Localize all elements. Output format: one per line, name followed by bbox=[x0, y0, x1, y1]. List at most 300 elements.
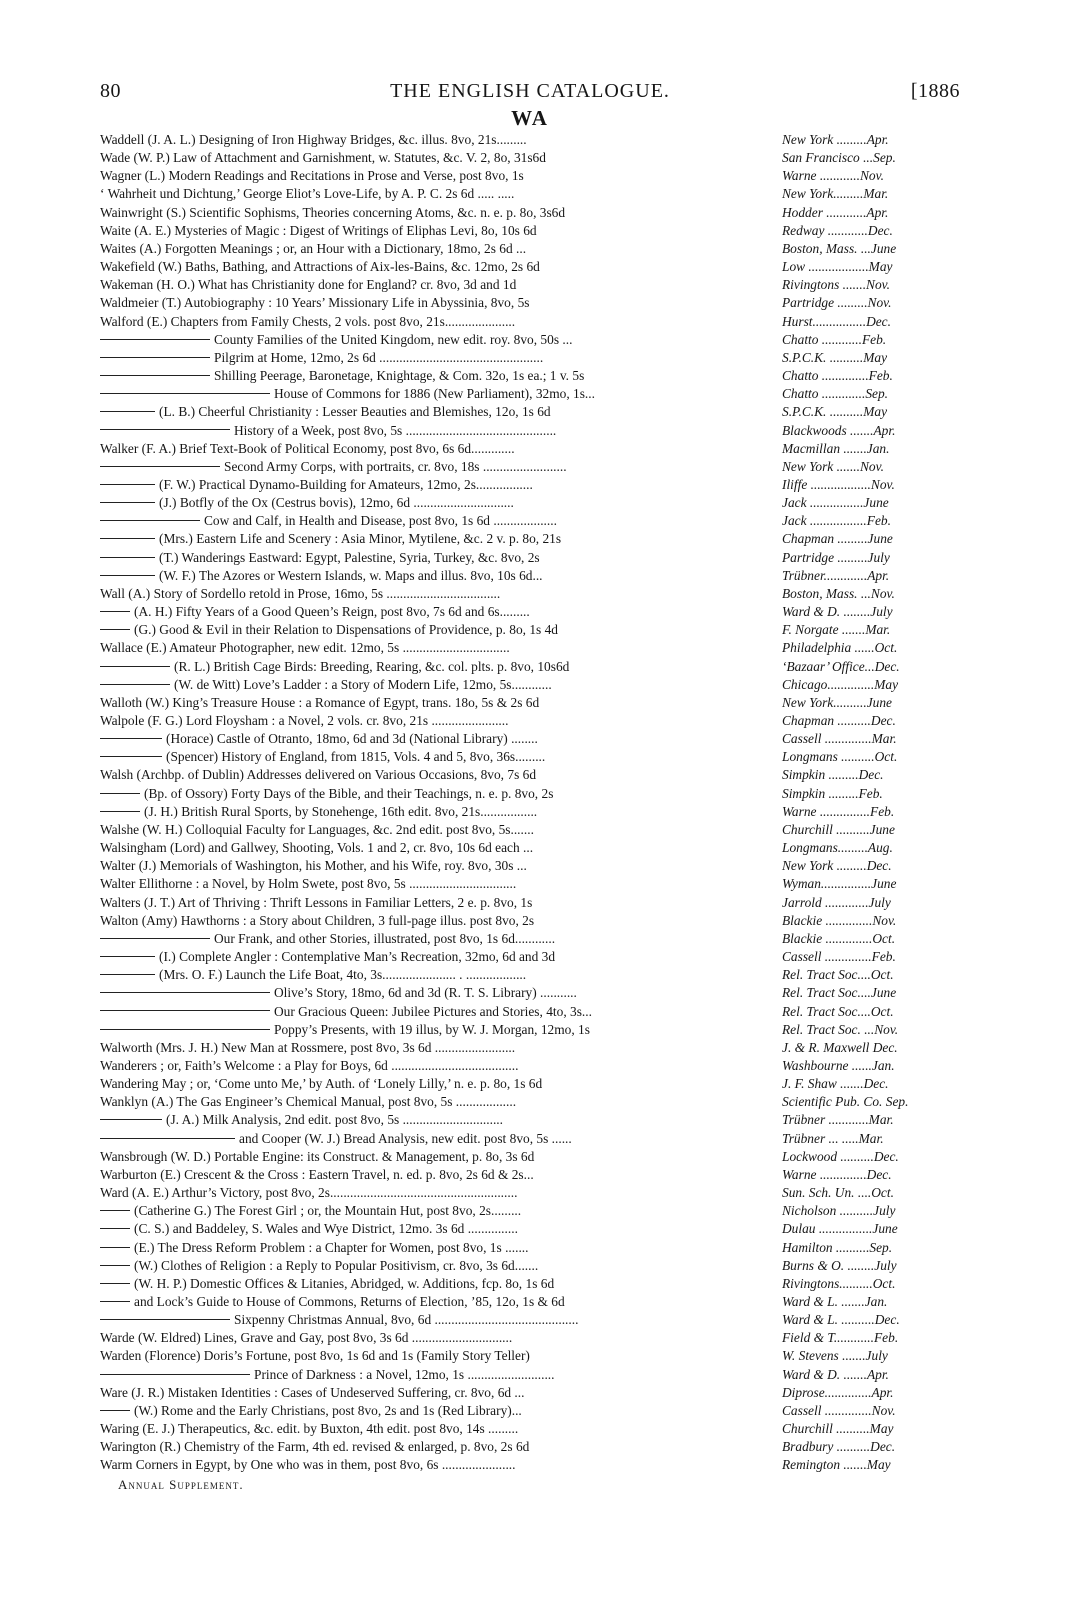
ditto-rule bbox=[100, 1138, 235, 1139]
entry-title: (R. L.) British Cage Birds: Breeding, Rearing, &c. col. plts. p. 8vo, 10s6d bbox=[174, 658, 570, 674]
entry-title: Waite (A. E.) Mysteries of Magic : Digest of Writings of Eliphas Levi, 8o, 10s 6d bbox=[100, 222, 537, 238]
entry-title: (J.) Botfly of the Ox (Cestrus bovis), 12mo, 6d .............................. bbox=[159, 495, 514, 511]
catalogue-entry bbox=[100, 204, 960, 222]
ditto-rule bbox=[100, 956, 155, 957]
entry-publisher: Chatto .............Sep. bbox=[782, 386, 889, 402]
ditto-rule bbox=[100, 393, 270, 394]
ditto-rule bbox=[100, 1301, 130, 1302]
entry-title: Wagner (L.) Modern Readings and Recitations in Prose and Verse, post 8vo, 1s bbox=[100, 168, 524, 184]
ditto-rule bbox=[100, 992, 270, 993]
entry-text bbox=[100, 131, 776, 149]
catalogue-entries bbox=[100, 131, 960, 1475]
catalogue-entry bbox=[100, 875, 960, 893]
catalogue-entry bbox=[100, 1311, 960, 1329]
catalogue-entry bbox=[100, 549, 960, 567]
entry-title: Walworth (Mrs. J. H.) New Man at Rossmere, post 8vo, 3s 6d ........................ bbox=[100, 1039, 516, 1055]
entry-publisher: Churchill ..........June bbox=[782, 821, 895, 837]
catalogue-entry bbox=[100, 748, 960, 766]
entry-text bbox=[100, 1384, 776, 1402]
catalogue-entry bbox=[100, 639, 960, 657]
ditto-rule bbox=[100, 1247, 130, 1248]
entry-title: Poppy’s Presents, with 19 illus, by W. J. Morgan, 12mo, 1s bbox=[274, 1021, 590, 1037]
ditto-rule bbox=[100, 411, 155, 412]
entry-text bbox=[100, 1093, 776, 1111]
entry-title: Wainwright (S.) Scientific Sophisms, Theories concerning Atoms, &c. n. e. p. 8o, 3s6d bbox=[100, 204, 566, 220]
page-year: [1886 bbox=[910, 80, 960, 102]
entry-title: Walshe (W. H.) Colloquial Faculty for Languages, &c. 2nd edit. post 8vo, 5s....... bbox=[100, 821, 534, 837]
entry-title: (T.) Wanderings Eastward: Egypt, Palestine, Syria, Turkey, &c. 8vo, 2s bbox=[159, 549, 540, 565]
entry-publisher: New York..........June bbox=[782, 694, 892, 710]
catalogue-entry bbox=[100, 494, 960, 512]
catalogue-entry bbox=[100, 1057, 960, 1075]
entry-title: Warburton (E.) Crescent & the Cross : Eastern Travel, n. ed. p. 8vo, 2s 6d & 2s... bbox=[100, 1166, 534, 1182]
entry-text bbox=[100, 658, 776, 676]
ditto-rule bbox=[100, 1029, 270, 1030]
entry-text bbox=[100, 294, 776, 312]
entry-title: Ware (J. R.) Mistaken Identities : Cases of Undeserved Suffering, cr. 8vo, 6d ... bbox=[100, 1384, 525, 1400]
entry-text bbox=[100, 676, 776, 694]
entry-title: (J. H.) British Rural Sports, by Stonehenge, 16th edit. 8vo, 21s................. bbox=[144, 803, 538, 819]
catalogue-entry bbox=[100, 1130, 960, 1148]
entry-publisher: Hurst................Dec. bbox=[782, 313, 891, 329]
catalogue-entry bbox=[100, 1075, 960, 1093]
entry-title: (Horace) Castle of Otranto, 18mo, 6d and 3d (National Library) ........ bbox=[166, 731, 538, 747]
catalogue-entry bbox=[100, 512, 960, 530]
entry-text bbox=[100, 585, 776, 603]
entry-title: (Mrs. O. F.) Launch the Life Boat, 4to, 3s...................... . .................. bbox=[159, 967, 527, 983]
entry-text bbox=[100, 276, 776, 294]
entry-publisher: Rel. Tract Soc....Oct. bbox=[782, 967, 894, 983]
entry-title: (W. F.) The Azores or Western Islands, w. Maps and illus. 8vo, 10s 6d... bbox=[159, 567, 543, 583]
catalogue-entry bbox=[100, 894, 960, 912]
entry-title: Walford (E.) Chapters from Family Chests, 2 vols. post 8vo, 21s..................... bbox=[100, 313, 516, 329]
ditto-rule bbox=[100, 611, 130, 612]
catalogue-entry bbox=[100, 1293, 960, 1311]
entry-title: (W.) Rome and the Early Christians, post 8vo, 2s and 1s (Red Library)... bbox=[134, 1402, 522, 1418]
entry-title: (W. de Witt) Love’s Ladder : a Story of Modern Life, 12mo, 5s............ bbox=[174, 676, 552, 692]
entry-text bbox=[100, 984, 776, 1002]
entry-text bbox=[100, 639, 776, 657]
entry-text bbox=[100, 803, 776, 821]
entry-text bbox=[100, 1148, 776, 1166]
entry-text bbox=[100, 367, 776, 385]
catalogue-entry bbox=[100, 1148, 960, 1166]
entry-text bbox=[100, 1166, 776, 1184]
entry-title: Warington (R.) Chemistry of the Farm, 4th ed. revised & enlarged, p. 8vo, 2s 6d bbox=[100, 1439, 530, 1455]
entry-publisher: Simpkin .........Feb. bbox=[782, 785, 883, 801]
entry-text bbox=[100, 1130, 776, 1148]
entry-publisher: Trübner ... .....Mar. bbox=[782, 1130, 884, 1146]
entry-title: (C. S.) and Baddeley, S. Wales and Wye District, 12mo. 3s 6d ............... bbox=[134, 1221, 518, 1237]
entry-text bbox=[100, 476, 776, 494]
entry-text bbox=[100, 1021, 776, 1039]
catalogue-entry bbox=[100, 1329, 960, 1347]
catalogue-entry bbox=[100, 1021, 960, 1039]
ditto-rule bbox=[100, 484, 155, 485]
ditto-rule bbox=[100, 629, 130, 630]
catalogue-entry bbox=[100, 603, 960, 621]
entry-title: (Catherine G.) The Forest Girl ; or, the Mountain Hut, post 8vo, 2s......... bbox=[134, 1203, 522, 1219]
catalogue-entry bbox=[100, 1366, 960, 1384]
entry-publisher: Churchill ..........May bbox=[782, 1421, 894, 1437]
ditto-rule bbox=[100, 520, 200, 521]
entry-title: Wakeman (H. O.) What has Christianity done for England? cr. 8vo, 3d and 1d bbox=[100, 277, 517, 293]
entry-publisher: Wyman...............June bbox=[782, 876, 897, 892]
entry-title: Wanderers ; or, Faith’s Welcome : a Play for Boys, 6d ...................................... bbox=[100, 1057, 519, 1073]
entry-title: Warm Corners in Egypt, by One who was in them, post 8vo, 6s ...................... bbox=[100, 1457, 516, 1473]
catalogue-entry bbox=[100, 1456, 960, 1474]
catalogue-entry bbox=[100, 258, 960, 276]
catalogue-entry bbox=[100, 730, 960, 748]
ditto-rule bbox=[100, 756, 162, 757]
catalogue-entry bbox=[100, 984, 960, 1002]
entry-publisher: Ward & L. .......Jan. bbox=[782, 1294, 888, 1309]
entry-publisher: W. Stevens .......July bbox=[782, 1348, 888, 1364]
entry-publisher: Scientific Pub. Co. Sep. bbox=[782, 1094, 909, 1110]
entry-publisher: Ward & D. ........July bbox=[782, 604, 893, 620]
ditto-rule bbox=[100, 466, 220, 467]
entry-publisher: F. Norgate .......Mar. bbox=[782, 622, 891, 638]
entry-title: and Cooper (W. J.) Bread Analysis, new edit. post 8vo, 5s ...... bbox=[239, 1130, 572, 1146]
catalogue-entry bbox=[100, 930, 960, 948]
entry-title: Walker (F. A.) Brief Text-Book of Political Economy, post 8vo, 6s 6d............. bbox=[100, 440, 515, 456]
entry-text bbox=[100, 712, 776, 730]
entry-publisher: Nicholson ..........July bbox=[782, 1203, 896, 1219]
catalogue-entry bbox=[100, 839, 960, 857]
catalogue-entry bbox=[100, 567, 960, 585]
catalogue-entry bbox=[100, 1438, 960, 1456]
entry-text bbox=[100, 1239, 776, 1257]
entry-title: Pilgrim at Home, 12mo, 2s 6d ................................................. bbox=[214, 349, 544, 365]
entry-text bbox=[100, 331, 776, 349]
entry-publisher: Iliffe ..................Nov. bbox=[782, 476, 895, 492]
entry-publisher: Simpkin .........Dec. bbox=[782, 767, 884, 783]
entry-text bbox=[100, 204, 776, 222]
entry-text bbox=[100, 1275, 776, 1293]
entry-title: (I.) Complete Angler : Contemplative Man’s Recreation, 32mo, 6d and 3d bbox=[159, 949, 556, 965]
catalogue-entry bbox=[100, 621, 960, 639]
entry-text bbox=[100, 458, 776, 476]
entry-text bbox=[100, 1402, 776, 1420]
ditto-rule bbox=[100, 1283, 130, 1284]
entry-title: Walter Ellithorne : a Novel, by Holm Swete, post 8vo, 5s ................................ bbox=[100, 876, 517, 892]
entry-title: Wallace (E.) Amateur Photographer, new edit. 12mo, 5s ................................ bbox=[100, 640, 510, 656]
entry-title: Waddell (J. A. L.) Designing of Iron Highway Bridges, &c. illus. 8vo, 21s......... bbox=[100, 132, 527, 147]
catalogue-entry bbox=[100, 440, 960, 458]
entry-title: Shilling Peerage, Baronetage, Knightage, & Com. 32o, 1s ea.; 1 v. 5s bbox=[214, 368, 585, 384]
entry-text bbox=[100, 185, 776, 203]
entry-title: Wade (W. P.) Law of Attachment and Garnishment, w. Statutes, &c. V. 2, 8o, 31s6d bbox=[100, 150, 546, 166]
catalogue-entry bbox=[100, 766, 960, 784]
ditto-rule bbox=[100, 575, 155, 576]
entry-text bbox=[100, 1257, 776, 1275]
entry-publisher: Partridge .........July bbox=[782, 549, 890, 565]
entry-text bbox=[100, 1438, 776, 1456]
ditto-rule bbox=[100, 502, 155, 503]
entry-publisher: Jack .................Feb. bbox=[782, 513, 891, 529]
entry-text bbox=[100, 1220, 776, 1238]
entry-title: (Bp. of Ossory) Forty Days of the Bible, and their Teachings, n. e. p. 8vo, 2s bbox=[144, 785, 554, 801]
entry-title: (A. H.) Fifty Years of a Good Queen’s Reign, post 8vo, 7s 6d and 6s......... bbox=[134, 604, 530, 620]
entry-text bbox=[100, 857, 776, 875]
entry-title: ‘ Wahrheit und Dichtung,’ George Eliot’s Love-Life, by A. P. C. 2s 6d ..... ..... bbox=[100, 186, 515, 202]
entry-text bbox=[100, 730, 776, 748]
entry-text bbox=[100, 422, 776, 440]
catalogue-entry bbox=[100, 803, 960, 821]
entry-publisher: Cassell ..............Feb. bbox=[782, 949, 896, 965]
entry-title: (F. W.) Practical Dynamo-Building for Amateurs, 12mo, 2s................. bbox=[159, 476, 533, 492]
entry-title: (L. B.) Cheerful Christianity : Lesser Beauties and Blemishes, 12o, 1s 6d bbox=[159, 404, 551, 420]
catalogue-entry bbox=[100, 1166, 960, 1184]
entry-title: Our Gracious Queen: Jubilee Pictures and Stories, 4to, 3s... bbox=[274, 1003, 592, 1019]
catalogue-entry bbox=[100, 294, 960, 312]
page-title: THE ENGLISH CATALOGUE. bbox=[390, 80, 670, 102]
catalogue-entry bbox=[100, 458, 960, 476]
entry-title: Our Frank, and other Stories, illustrated, post 8vo, 1s 6d............ bbox=[214, 930, 556, 946]
entry-text bbox=[100, 494, 776, 512]
entry-text bbox=[100, 930, 776, 948]
ditto-rule bbox=[100, 1210, 130, 1211]
entry-text bbox=[100, 530, 776, 548]
entry-text bbox=[100, 839, 776, 857]
entry-text bbox=[100, 894, 776, 912]
entry-title: (Spencer) History of England, from 1815, Vols. 4 and 5, 8vo, 36s......... bbox=[166, 749, 546, 765]
catalogue-entry bbox=[100, 1039, 960, 1057]
entry-title: Sixpenny Christmas Annual, 8vo, 6d ........................................... bbox=[234, 1312, 579, 1328]
entry-text bbox=[100, 766, 776, 784]
catalogue-entry bbox=[100, 785, 960, 803]
entry-publisher: Partridge .........Nov. bbox=[782, 295, 892, 311]
entry-publisher: Warne ............Nov. bbox=[782, 168, 884, 184]
entry-text bbox=[100, 748, 776, 766]
entry-publisher: New York.........Mar. bbox=[782, 186, 889, 202]
entry-text bbox=[100, 149, 776, 167]
ditto-rule bbox=[100, 1319, 230, 1320]
entry-title: Walsh (Archbp. of Dublin) Addresses delivered on Various Occasions, 8vo, 7s 6d bbox=[100, 767, 537, 783]
catalogue-entry bbox=[100, 331, 960, 349]
entry-publisher: Chatto ............Feb. bbox=[782, 331, 887, 347]
catalogue-page bbox=[100, 80, 960, 1493]
entry-text bbox=[100, 1293, 776, 1311]
entry-text bbox=[100, 222, 776, 240]
entry-title: Waites (A.) Forgotten Meanings ; or, an Hour with a Dictionary, 18mo, 2s 6d ... bbox=[100, 240, 527, 256]
entry-publisher: Rivingtons .......Nov. bbox=[782, 277, 890, 293]
page-number: 80 bbox=[100, 80, 121, 102]
catalogue-entry bbox=[100, 403, 960, 421]
ditto-rule bbox=[100, 938, 210, 939]
entry-text bbox=[100, 603, 776, 621]
ditto-rule bbox=[100, 666, 170, 667]
entry-title: Wandering May ; or, ‘Come unto Me,’ by Auth. of ‘Lonely Lilly,’ n. e. p. 8o, 1s 6d bbox=[100, 1076, 543, 1092]
entry-text bbox=[100, 1347, 776, 1365]
entry-publisher: Dulau ................June bbox=[782, 1221, 898, 1237]
entry-title: (W. H. P.) Domestic Offices & Litanies, Abridged, w. Additions, fcp. 8o, 1s 6d bbox=[134, 1275, 555, 1291]
entry-text bbox=[100, 403, 776, 421]
entry-title: Walpole (F. G.) Lord Floysham : a Novel, 2 vols. cr. 8vo, 21s ....................... bbox=[100, 713, 509, 728]
entry-publisher: Field & T............Feb. bbox=[782, 1330, 899, 1346]
entry-title: Wanklyn (A.) The Gas Engineer’s Chemical Manual, post 8vo, 5s .................. bbox=[100, 1094, 517, 1110]
entry-text bbox=[100, 1202, 776, 1220]
entry-text bbox=[100, 313, 776, 331]
entry-title: Warde (W. Eldred) Lines, Grave and Gay, post 8vo, 3s 6d .............................. bbox=[100, 1330, 513, 1346]
entry-publisher: Macmillan .......Jan. bbox=[782, 440, 890, 456]
entry-publisher: ‘Bazaar’ Office...Dec. bbox=[782, 658, 900, 674]
entry-title: Warden (Florence) Doris’s Fortune, post 8vo, 1s 6d and 1s (Family Story Teller) bbox=[100, 1348, 530, 1364]
entry-publisher: Philadelphia ......Oct. bbox=[782, 640, 898, 656]
catalogue-entry bbox=[100, 658, 960, 676]
entry-publisher: Burns & O. ........July bbox=[782, 1257, 897, 1273]
entry-publisher: Washbourne ......Jan. bbox=[782, 1057, 895, 1073]
entry-publisher: J. & R. Maxwell Dec. bbox=[782, 1039, 898, 1055]
entry-text bbox=[100, 1366, 776, 1384]
entry-publisher: Chapman .........June bbox=[782, 531, 893, 547]
entry-text bbox=[100, 349, 776, 367]
catalogue-entry bbox=[100, 167, 960, 185]
entry-publisher: Cassell ..............Mar. bbox=[782, 731, 897, 747]
entry-publisher: Diprose..............Apr. bbox=[782, 1384, 894, 1400]
entry-text bbox=[100, 821, 776, 839]
entry-text bbox=[100, 167, 776, 185]
entry-title: Olive’s Story, 18mo, 6d and 3d (R. T. S. Library) ........... bbox=[274, 985, 577, 1001]
ditto-rule bbox=[100, 429, 230, 430]
entry-publisher: Rel. Tract Soc. ...Nov. bbox=[782, 1021, 899, 1037]
ditto-rule bbox=[100, 1010, 270, 1011]
entry-publisher: Chicago..............May bbox=[782, 676, 899, 692]
catalogue-entry bbox=[100, 276, 960, 294]
entry-text bbox=[100, 912, 776, 930]
ditto-rule bbox=[100, 557, 155, 558]
entry-publisher: Jarrold .............July bbox=[782, 894, 891, 910]
entry-publisher: Ward & D. .......Apr. bbox=[782, 1366, 889, 1382]
entry-publisher: S.P.C.K. ..........May bbox=[782, 404, 888, 420]
entry-title: (G.) Good & Evil in their Relation to Dispensations of Providence, p. 8o, 1s 4d bbox=[134, 622, 558, 638]
entry-publisher: Ward & L. ..........Dec. bbox=[782, 1312, 900, 1328]
entry-title: Cow and Calf, in Health and Disease, post 8vo, 1s 6d ................... bbox=[204, 513, 557, 529]
entry-title: Walter (J.) Memorials of Washington, his Mother, and his Wife, roy. 8vo, 30s ... bbox=[100, 858, 527, 874]
entry-text bbox=[100, 258, 776, 276]
ditto-rule bbox=[100, 375, 210, 376]
entry-publisher: Blackie ..............Oct. bbox=[782, 930, 896, 946]
entry-title: Second Army Corps, with portraits, cr. 8vo, 18s ......................... bbox=[224, 458, 567, 474]
entry-publisher: Longmans ..........Oct. bbox=[782, 749, 898, 765]
entry-title: History of a Week, post 8vo, 5s ............................................. bbox=[234, 422, 557, 438]
entry-publisher: Rel. Tract Soc....Oct. bbox=[782, 1003, 894, 1019]
entry-text bbox=[100, 1456, 776, 1474]
entry-title: and Lock’s Guide to House of Commons, Returns of Election, ’85, 12o, 1s & 6d bbox=[134, 1294, 565, 1309]
catalogue-entry bbox=[100, 1420, 960, 1438]
entry-publisher: Rel. Tract Soc....June bbox=[782, 985, 897, 1001]
entry-title: Ward (A. E.) Arthur’s Victory, post 8vo, 2s........................................................ bbox=[100, 1185, 518, 1201]
ditto-rule bbox=[100, 1265, 130, 1266]
entry-title: (J. A.) Milk Analysis, 2nd edit. post 8vo, 5s .............................. bbox=[166, 1112, 504, 1128]
entry-text bbox=[100, 785, 776, 803]
page-footer: Annual Supplement. bbox=[118, 1476, 244, 1492]
entry-text bbox=[100, 1075, 776, 1093]
entry-publisher: Remington .......May bbox=[782, 1457, 891, 1473]
entry-title: Walsingham (Lord) and Gallwey, Shooting, Vols. 1 and 2, cr. 8vo, 10s 6d each ... bbox=[100, 840, 534, 856]
ditto-rule bbox=[100, 538, 155, 539]
entry-text bbox=[100, 1184, 776, 1202]
catalogue-entry bbox=[100, 385, 960, 403]
entry-title: Walton (Amy) Hawthorns : a Story about Children, 3 full-page illus. post 8vo, 2s bbox=[100, 912, 535, 928]
catalogue-entry bbox=[100, 1003, 960, 1021]
entry-publisher: Blackwoods .......Apr. bbox=[782, 422, 896, 438]
entry-publisher: Warne ...............Feb. bbox=[782, 803, 895, 819]
entry-title: Waldmeier (T.) Autobiography : 10 Years’ Missionary Life in Abyssinia, 8vo, 5s bbox=[100, 295, 530, 311]
entry-publisher: Sun. Sch. Un. ....Oct. bbox=[782, 1185, 894, 1201]
catalogue-entry bbox=[100, 349, 960, 367]
entry-publisher: Trübner.............Apr. bbox=[782, 567, 890, 583]
catalogue-entry bbox=[100, 1111, 960, 1129]
entry-text bbox=[100, 1003, 776, 1021]
entry-publisher: Redway ............Dec. bbox=[782, 222, 893, 238]
entry-text bbox=[100, 1039, 776, 1057]
entry-publisher: Low ..................May bbox=[782, 259, 893, 275]
entry-publisher: Blackie ..............Nov. bbox=[782, 912, 897, 928]
catalogue-entry bbox=[100, 1402, 960, 1420]
entry-title: (Mrs.) Eastern Life and Scenery : Asia Minor, Mytilene, &c. 2 v. p. 8o, 21s bbox=[159, 531, 562, 547]
ditto-rule bbox=[100, 1119, 162, 1120]
entry-text bbox=[100, 948, 776, 966]
catalogue-entry bbox=[100, 1347, 960, 1365]
page-header bbox=[100, 80, 960, 104]
catalogue-entry bbox=[100, 1184, 960, 1202]
entry-text bbox=[100, 549, 776, 567]
entry-text bbox=[100, 1057, 776, 1075]
ditto-rule bbox=[100, 811, 140, 812]
ditto-rule bbox=[100, 974, 155, 975]
catalogue-entry bbox=[100, 821, 960, 839]
entry-publisher: Rivingtons..........Oct. bbox=[782, 1275, 896, 1291]
catalogue-entry bbox=[100, 367, 960, 385]
catalogue-entry bbox=[100, 185, 960, 203]
catalogue-entry bbox=[100, 422, 960, 440]
catalogue-entry bbox=[100, 948, 960, 966]
ditto-rule bbox=[100, 793, 140, 794]
entry-text bbox=[100, 1329, 776, 1347]
catalogue-entry bbox=[100, 1220, 960, 1238]
entry-publisher: Hamilton ..........Sep. bbox=[782, 1239, 893, 1255]
catalogue-entry bbox=[100, 1257, 960, 1275]
catalogue-entry bbox=[100, 712, 960, 730]
catalogue-entry bbox=[100, 585, 960, 603]
entry-publisher: Boston, Mass. ...June bbox=[782, 240, 897, 256]
entry-publisher: J. F. Shaw .......Dec. bbox=[782, 1076, 889, 1092]
catalogue-entry bbox=[100, 313, 960, 331]
entry-text bbox=[100, 875, 776, 893]
entry-title: Waring (E. J.) Therapeutics, &c. edit. by Buxton, 4th edit. post 8vo, 14s ......... bbox=[100, 1421, 519, 1437]
catalogue-entry bbox=[100, 1202, 960, 1220]
entry-publisher: New York .........Dec. bbox=[782, 858, 892, 874]
entry-publisher: S.P.C.K. ..........May bbox=[782, 349, 888, 365]
entry-title: Walloth (W.) King’s Treasure House : a Romance of Egypt, trans. 18o, 5s & 2s 6d bbox=[100, 694, 540, 710]
ditto-rule bbox=[100, 1410, 130, 1411]
catalogue-entry bbox=[100, 694, 960, 712]
entry-text bbox=[100, 966, 776, 984]
catalogue-entry bbox=[100, 1275, 960, 1293]
entry-title: County Families of the United Kingdom, new edit. roy. 8vo, 50s ... bbox=[214, 331, 573, 347]
catalogue-entry bbox=[100, 966, 960, 984]
catalogue-entry bbox=[100, 476, 960, 494]
entry-publisher: Chatto ..............Feb. bbox=[782, 368, 893, 384]
catalogue-entry bbox=[100, 240, 960, 258]
entry-title: (W.) Clothes of Religion : a Reply to Popular Positivism, cr. 8vo, 3s 6d....... bbox=[134, 1257, 539, 1273]
catalogue-entry bbox=[100, 912, 960, 930]
entry-text bbox=[100, 240, 776, 258]
entry-publisher: Hodder ............Apr. bbox=[782, 204, 889, 220]
ditto-rule bbox=[100, 1374, 250, 1375]
ditto-rule bbox=[100, 1228, 130, 1229]
